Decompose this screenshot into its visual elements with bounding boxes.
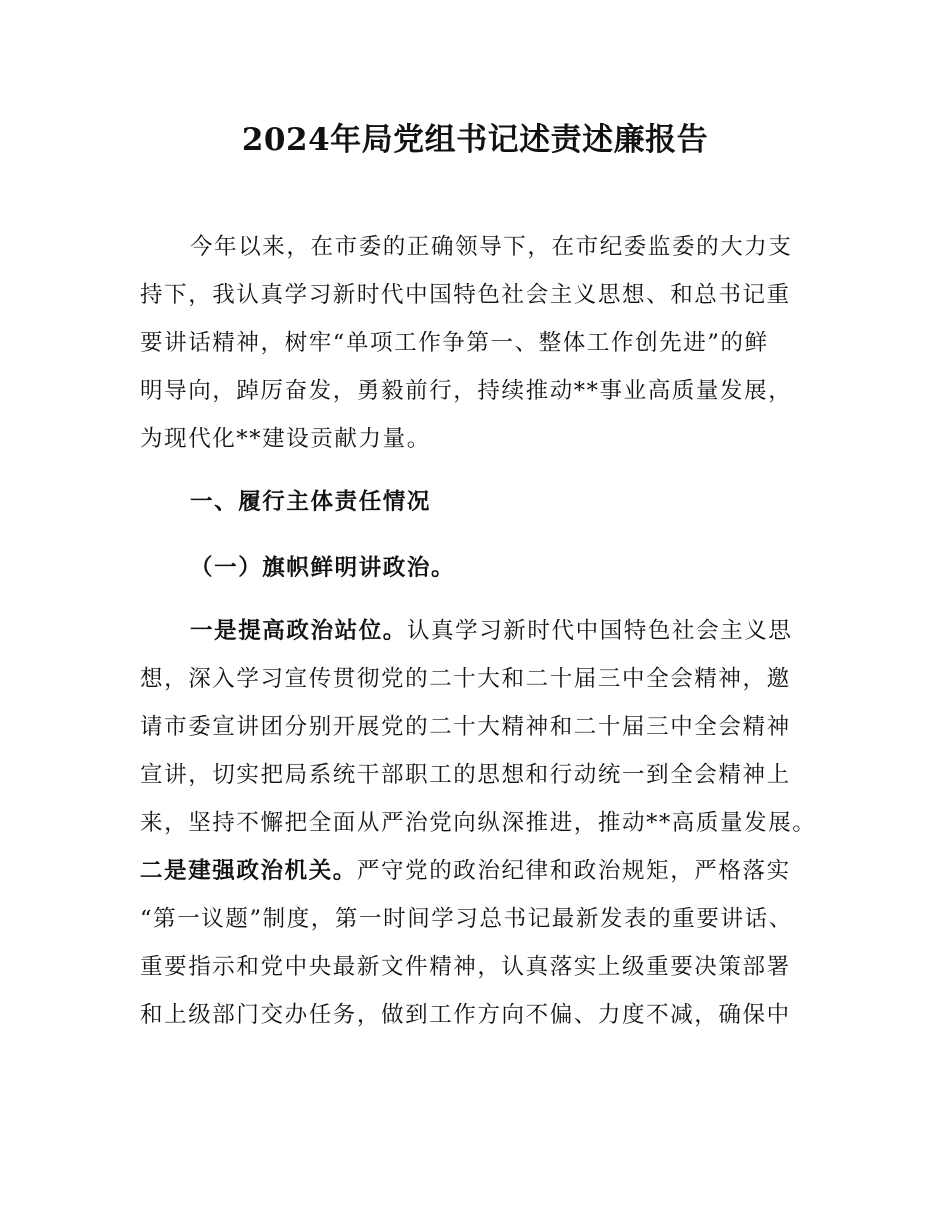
point1-line: 宣讲，切实把局系统干部职工的思想和行动统一到全会精神上 (140, 762, 791, 788)
intro-line: 为现代化**建设贡献力量。 (140, 426, 431, 452)
document-title: 2024年局党组书记述责述廉报告 (241, 122, 709, 158)
section-heading: 一、履行主体责任情况 (190, 489, 432, 515)
intro-line: 持下，我认真学习新时代中国特色社会主义思想、和总书记重 (140, 282, 791, 308)
point1-first-text: 认真学习新时代中国特色社会主义思 (406, 618, 793, 644)
intro-line: 要讲话精神，树牢“单项工作争第一、整体工作创先进”的鲜 (140, 330, 769, 356)
point2-line: 和上级部门交办任务，做到工作方向不偏、力度不减，确保中 (140, 1002, 791, 1028)
point2-first-text: 严守党的政治纪律和政治规矩，严格落实 (356, 858, 791, 884)
point2-line: “第一议题”制度，第一时间学习总书记最新发表的重要讲话、 (140, 906, 793, 932)
point2-first-line (140, 855, 791, 887)
point1-first-line (190, 615, 793, 647)
point1-line: 来，坚持不懈把全面从严治党向纵深推进，推动**高质量发展。 (140, 810, 817, 836)
point1-line: 想，深入学习宣传贯彻党的二十大和二十届三中全会精神，邀 (140, 666, 791, 692)
point2-lead: 二是建强政治机关。 (140, 858, 357, 884)
intro-line: 明导向，踔厉奋发，勇毅前行，持续推动**事业高质量发展， (140, 378, 793, 404)
intro-line: 今年以来，在市委的正确领导下，在市纪委监委的大力支 (190, 234, 793, 260)
point2-line: 重要指示和党中央最新文件精神，认真落实上级重要决策部署 (140, 954, 791, 980)
point1-line: 请市委宣讲团分别开展党的二十大精神和二十届三中全会精神 (140, 714, 791, 740)
subsection-heading: （一）旗帜鲜明讲政治。 (190, 555, 456, 581)
point1-lead: 一是提高政治站位。 (190, 618, 407, 644)
